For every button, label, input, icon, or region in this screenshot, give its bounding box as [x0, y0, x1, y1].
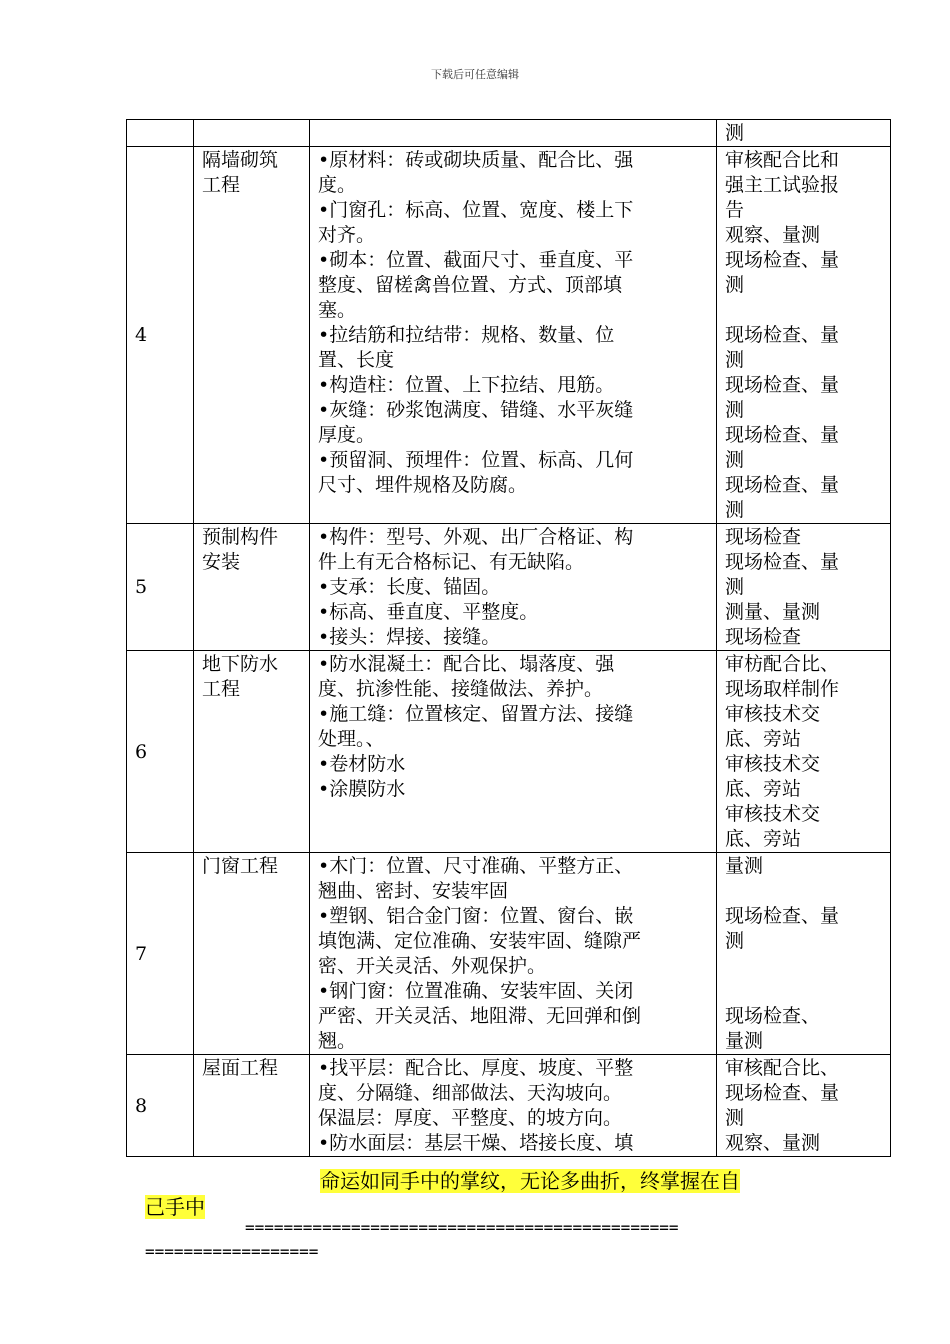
method-line: 测量、量测	[725, 601, 821, 623]
method-line: 测	[725, 1107, 745, 1129]
method-line: 量测	[725, 855, 764, 877]
method-line: 审核技术交	[725, 803, 821, 825]
item-name	[194, 120, 310, 147]
inspection-item-line: •找平层：配合比、厚度、坡度、平整	[318, 1057, 634, 1079]
inspection-item-line: 翘。	[318, 1030, 357, 1052]
inspection-item-line: 度、抗渗性能、接缝做法、养护。	[318, 678, 604, 700]
method-line: 测	[725, 349, 745, 371]
inspection-items	[310, 651, 717, 853]
method-line: 现场检查、量	[725, 551, 840, 573]
inspection-item-line: •门窗孔：标高、位置、宽度、楼上下	[318, 199, 634, 221]
inspection-item-line: •灰缝：砂浆饱满度、错缝、水平灰缝	[318, 399, 634, 421]
inspection-item-line: 厚度。	[318, 424, 376, 446]
inspection-item-line: •预留洞、预埋件：位置、标高、几何	[318, 449, 634, 471]
table-row	[127, 1055, 891, 1157]
inspection-item-line: •塑钢、铝合金门窗：位置、窗台、嵌	[318, 905, 634, 927]
method-line: 现场检查、量	[725, 324, 840, 346]
method-line	[725, 879, 882, 904]
method-line: 现场检查、量	[725, 249, 840, 271]
item-name: 地下防水 工程	[194, 651, 310, 853]
inspection-item-line: 件上有无合格标记、有无缺陷。	[318, 551, 585, 573]
inspection-item-line: •拉结筋和拉结带：规格、数量、位	[318, 324, 615, 346]
inspection-item-line: •施工缝：位置核定、留置方法、接缝	[318, 703, 634, 725]
inspection-methods	[717, 651, 891, 853]
separator-line-1: =============================================	[245, 1218, 679, 1237]
inspection-item-line: 度。	[318, 174, 357, 196]
inspection-methods	[717, 524, 891, 651]
item-number: 4	[127, 147, 194, 524]
inspection-item-line: 塞。	[318, 299, 357, 321]
inspection-items	[310, 1055, 717, 1157]
method-line: 审核技术交	[725, 753, 821, 775]
inspection-item-line: 整度、留槎禽兽位置、方式、顶部填	[318, 274, 623, 296]
method-line	[725, 954, 882, 979]
inspection-item-line: •木门：位置、尺寸准确、平整方正、	[318, 855, 634, 877]
method-line: 测	[725, 576, 745, 598]
inspection-methods	[717, 853, 891, 1055]
method-line	[725, 298, 882, 323]
inspection-item-line: 翘曲、密封、安装牢固	[318, 880, 509, 902]
method-line: 现场检查	[725, 626, 802, 648]
motto-quote	[145, 1168, 805, 1220]
method-line: 现场检查、量	[725, 374, 840, 396]
inspection-item-line: •标高、垂直度、平整度。	[318, 601, 539, 623]
item-number: 8	[127, 1055, 194, 1157]
inspection-methods	[717, 1055, 891, 1157]
item-name: 屋面工程	[194, 1055, 310, 1157]
inspection-methods	[717, 147, 891, 524]
method-line: 测	[725, 930, 745, 952]
method-line: 底、旁站	[725, 828, 802, 850]
header-note: 下载后可任意编辑	[431, 68, 519, 81]
inspection-item-line: •卷材防水	[318, 753, 406, 775]
item-number: 5	[127, 524, 194, 651]
inspection-item-line: 填饱满、定位准确、安装牢固、缝隙严	[318, 930, 642, 952]
method-line: 测	[725, 399, 745, 421]
table-row	[127, 120, 891, 147]
item-number	[127, 120, 194, 147]
inspection-item-line: 度、分隔缝、细部做法、天沟坡向。	[318, 1082, 623, 1104]
inspection-item-line: •钢门窗：位置准确、安装牢固、关闭	[318, 980, 634, 1002]
method-line: 底、旁站	[725, 778, 802, 800]
inspection-item-line: 对齐。	[318, 224, 376, 246]
inspection-item-line: 置、长度	[318, 349, 395, 371]
inspection-item-line: •接头：焊接、接缝。	[318, 626, 501, 648]
inspection-item-line: •构造柱：位置、上下拉结、甩筋。	[318, 374, 615, 396]
inspection-item-line: •原材料：砖或砌块质量、配合比、强	[318, 149, 634, 171]
method-line: 现场检查、量	[725, 1082, 840, 1104]
item-name: 预制构件 安装	[194, 524, 310, 651]
inspection-item-line: 尺寸、埋件规格及防腐。	[318, 474, 528, 496]
method-line: 测	[725, 274, 745, 296]
inspection-item-line: 保温层：厚度、平整度、的坡方向。	[318, 1107, 623, 1129]
inspection-items	[310, 853, 717, 1055]
method-line: 测	[725, 449, 745, 471]
item-name: 门窗工程	[194, 853, 310, 1055]
inspection-item-line: •构件：型号、外观、出厂合格证、构	[318, 526, 634, 548]
inspection-item-line: 严密、开关灵活、地阻滞、无回弹和倒	[318, 1005, 642, 1027]
separator-line-2: ==================	[145, 1242, 319, 1261]
motto-line-2: 己手中	[145, 1195, 205, 1219]
method-line: 现场检查、量	[725, 905, 840, 927]
inspection-items	[310, 147, 717, 524]
method-line: 测	[725, 499, 745, 521]
table-row	[127, 147, 891, 524]
inspection-item-line: 处理。、	[318, 728, 385, 750]
method-line: 审枋配合比、	[725, 653, 840, 675]
inspection-item-line: •砌本：位置、截面尺寸、垂直度、平	[318, 249, 634, 271]
inspection-methods	[717, 120, 891, 147]
item-name: 隔墙砌筑 工程	[194, 147, 310, 524]
motto-line-1: 命运如同手中的掌纹，无论多曲折，终掌握在自	[320, 1169, 740, 1193]
method-line: 审核配合比和	[725, 149, 840, 171]
method-line: 现场检查	[725, 526, 802, 548]
method-line: 现场检查、量	[725, 474, 840, 496]
table-row	[127, 651, 891, 853]
method-line: 量测	[725, 1030, 764, 1052]
inspection-item-line: 密、开关灵活、外观保护。	[318, 955, 547, 977]
inspection-table	[126, 119, 891, 1157]
method-line	[725, 979, 882, 1004]
method-line: 测	[725, 122, 745, 144]
item-number: 7	[127, 853, 194, 1055]
method-line: 观察、量测	[725, 1132, 821, 1154]
method-line: 强主工试验报	[725, 174, 840, 196]
method-line: 现场检查、	[725, 1005, 821, 1027]
method-line: 底、旁站	[725, 728, 802, 750]
method-line: 现场检查、量	[725, 424, 840, 446]
method-line: 审核技术交	[725, 703, 821, 725]
inspection-item-line: •支承：长度、锚固。	[318, 576, 501, 598]
inspection-item-line: •防水面层：基层干燥、塔接长度、填	[318, 1132, 634, 1154]
item-number: 6	[127, 651, 194, 853]
method-line: 告	[725, 199, 745, 221]
method-line: 观察、量测	[725, 224, 821, 246]
inspection-items	[310, 524, 717, 651]
inspection-item-line: •防水混凝土：配合比、塌落度、强	[318, 653, 615, 675]
table-row	[127, 524, 891, 651]
table-row	[127, 853, 891, 1055]
inspection-item-line: •涂膜防水	[318, 778, 406, 800]
inspection-items	[310, 120, 717, 147]
method-line: 审核配合比、	[725, 1057, 840, 1079]
method-line: 现场取样制作	[725, 678, 840, 700]
